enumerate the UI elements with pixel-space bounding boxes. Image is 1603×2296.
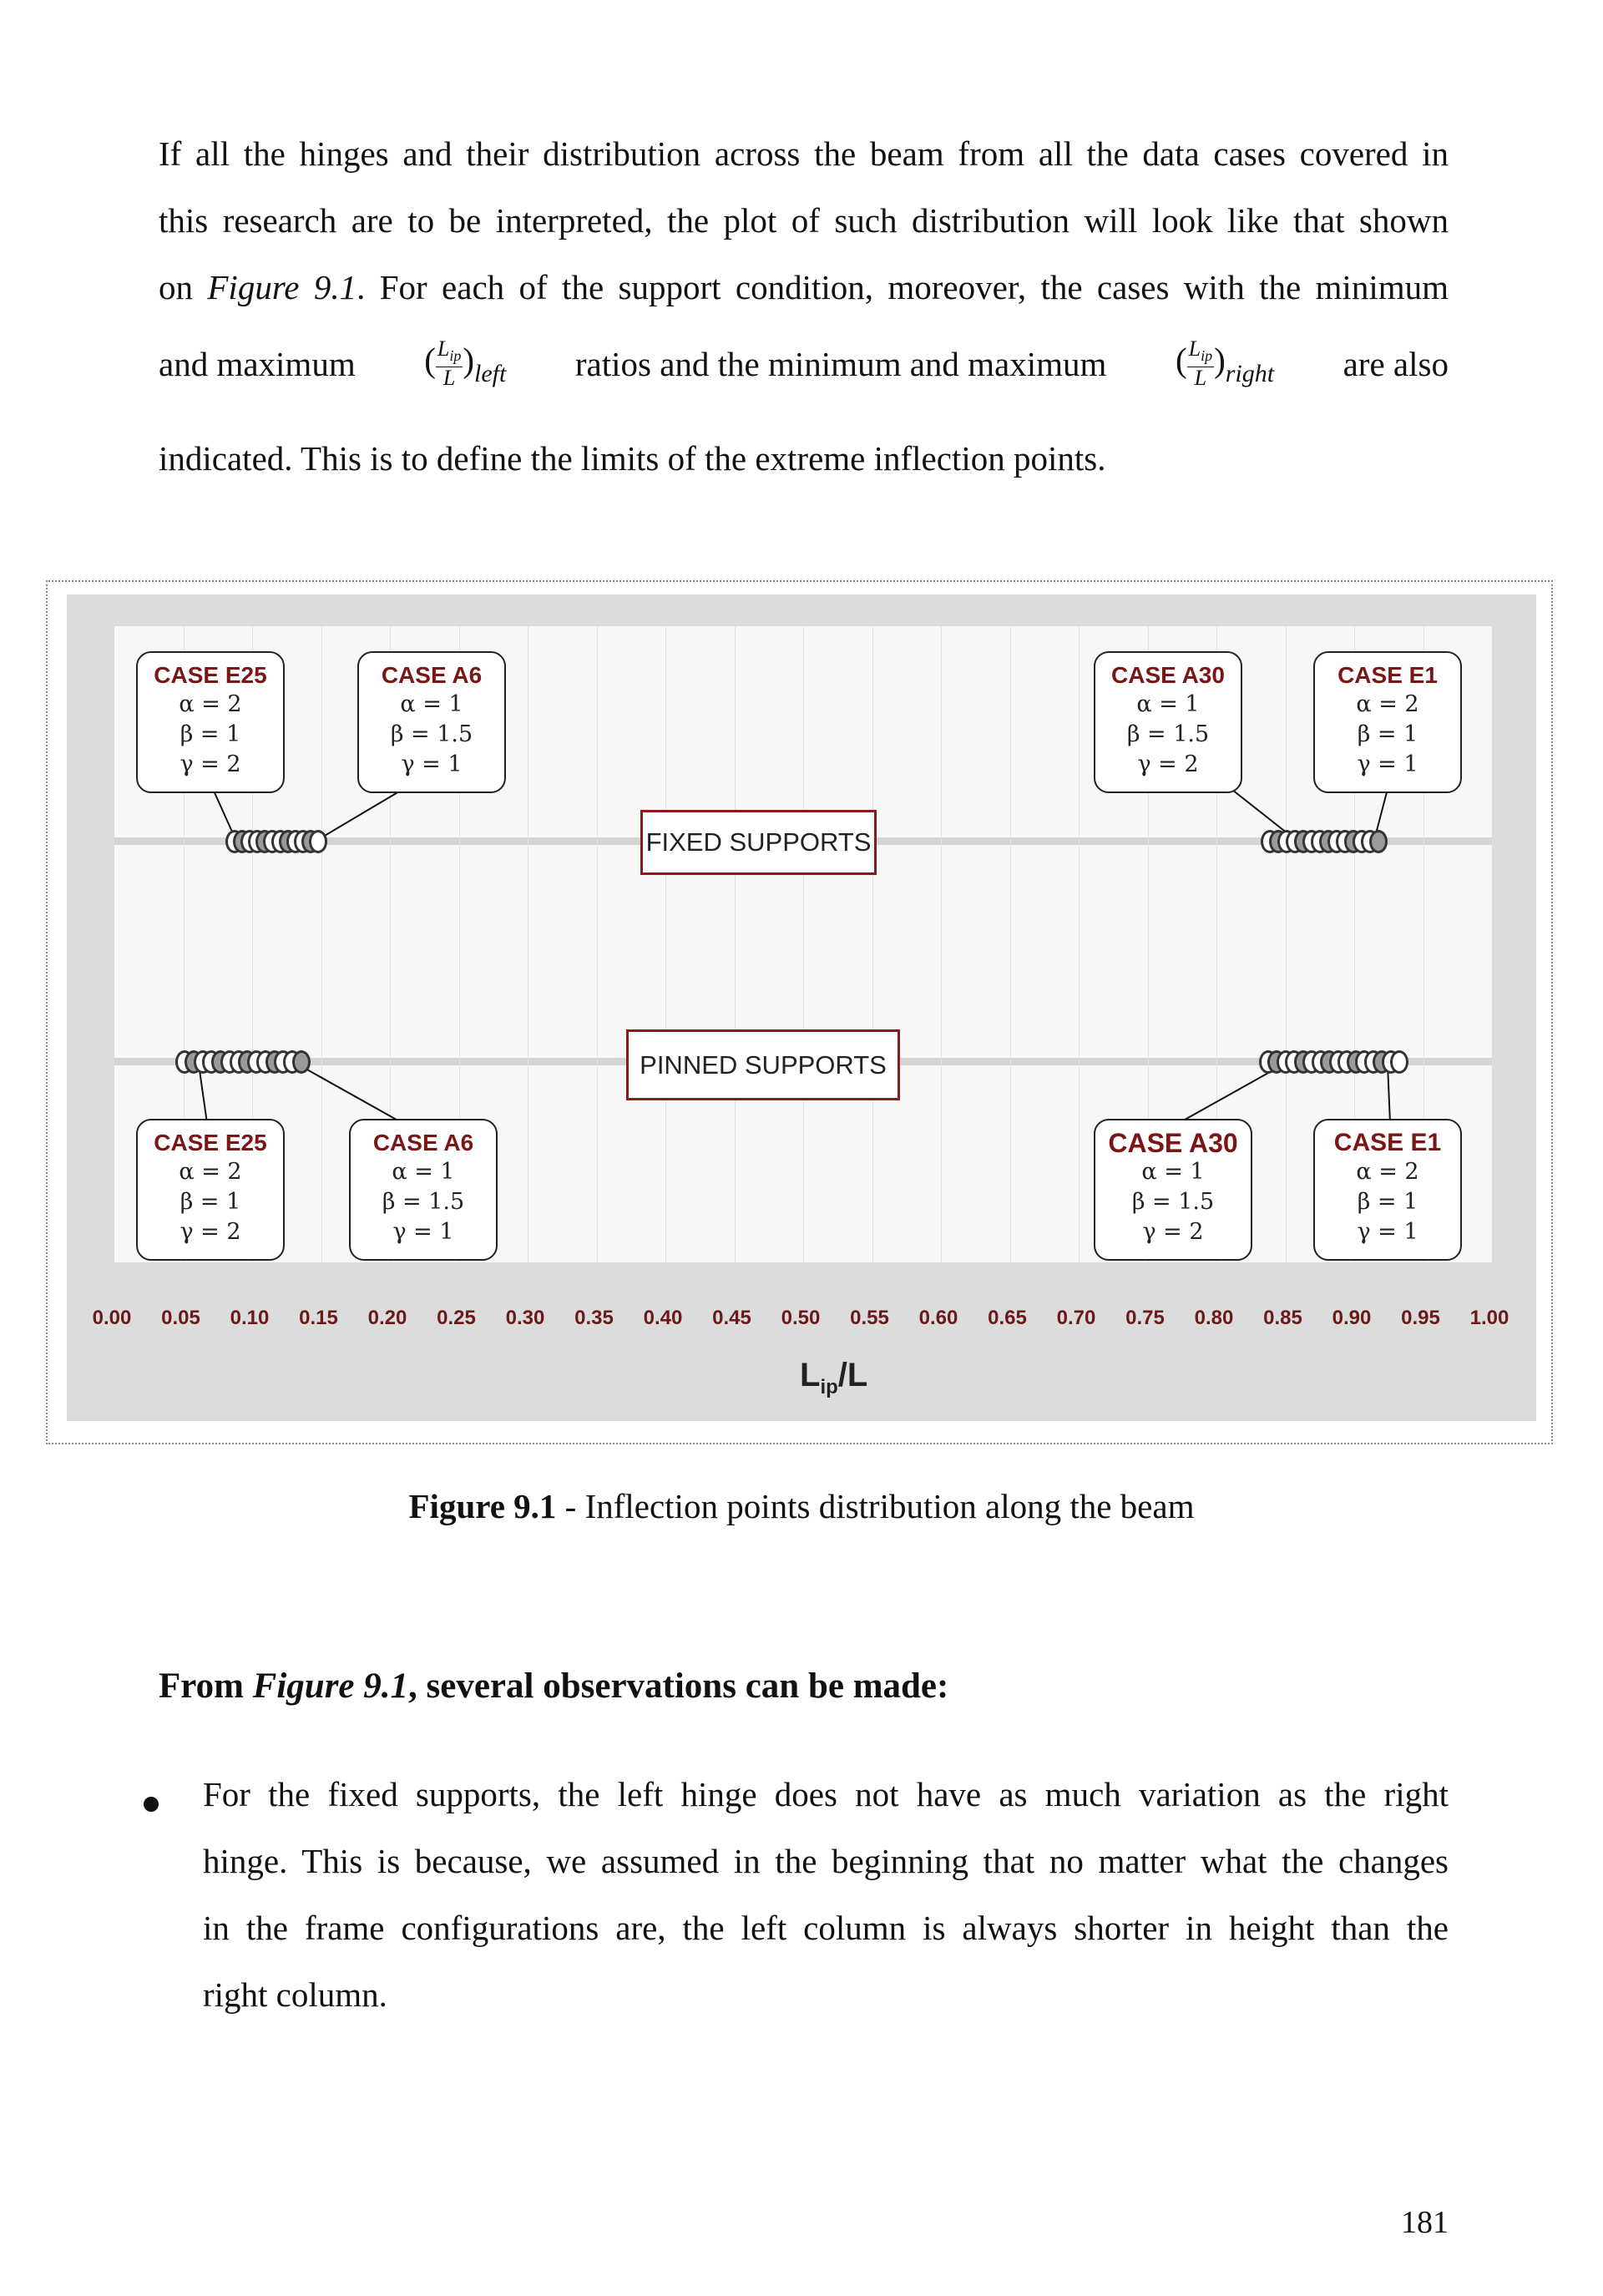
text-span: and maximum [159, 344, 356, 383]
heading-text: , several observations can be made: [408, 1666, 949, 1706]
frac-num-sub: ip [1201, 347, 1213, 365]
frac-num: L [1188, 336, 1201, 361]
bullet-line-2: hinge. This is because, we assumed in the beginning that no matter what the changes [203, 1842, 1449, 1880]
intro-line-1: If all the hinges and their distribution across the beam from all the data cases covered in [159, 134, 1449, 173]
text-span: ratios and the minimum and maximum [574, 344, 1107, 383]
connector-line [298, 1065, 402, 1123]
case-beta: β = 1.5 [390, 721, 473, 747]
ratio-right: ( $\frac{L_{ip}}{L}$ )$_{right}$ [1175, 336, 1275, 391]
case-title: CASE A6 [372, 1130, 474, 1156]
case-gamma: γ = 1 [1357, 751, 1418, 777]
case-alpha: α = 1 [400, 691, 463, 717]
case-beta: β = 1.5 [1131, 1189, 1215, 1215]
case-gamma: γ = 1 [1357, 1219, 1418, 1245]
case-alpha: α = 2 [179, 691, 242, 717]
x-tick-label: 0.65 [988, 1307, 1027, 1329]
pinned-supports-label: PINNED SUPPORTS [626, 1029, 900, 1100]
x-tick-label: 0.95 [1401, 1307, 1440, 1329]
bullet-icon [144, 1797, 159, 1812]
case-alpha: α = 2 [179, 1159, 242, 1185]
fixed-supports-label: FIXED SUPPORTS [640, 810, 877, 875]
case-box-fixed-a6 [357, 651, 506, 793]
case-beta: β = 1 [1357, 721, 1418, 747]
case-alpha: α = 1 [1141, 1159, 1205, 1185]
text-span: are also [1343, 344, 1449, 383]
axis-title-sub: ip [820, 1376, 838, 1398]
caption-label: Figure 9.1 [408, 1487, 557, 1525]
x-tick-label: 0.85 [1263, 1307, 1302, 1329]
case-title: CASE E25 [154, 662, 267, 688]
x-tick-label: 0.30 [505, 1307, 545, 1329]
x-tick-label: 0.70 [1056, 1307, 1096, 1329]
x-tick-label: 0.40 [643, 1307, 683, 1329]
frac-num: L [437, 336, 450, 361]
x-tick-label: 0.45 [712, 1307, 751, 1329]
x-tick-label: 0.20 [367, 1307, 407, 1329]
case-box-pinned-e25 [136, 1119, 285, 1261]
heading-figure-ref: Figure 9.1 [252, 1666, 409, 1706]
x-tick-label: 0.90 [1332, 1307, 1372, 1329]
bullet-line-1: For the fixed supports, the left hinge does not have as much variation as the right [203, 1775, 1449, 1813]
case-title: CASE A30 [1108, 1128, 1238, 1158]
x-tick-label: 0.80 [1194, 1307, 1234, 1329]
figure-ref: Figure 9.1 [207, 268, 357, 306]
bullet-line-4: right column. [203, 1975, 387, 2014]
hinge-marker [309, 830, 327, 853]
case-alpha: α = 2 [1356, 691, 1419, 717]
intro-line-2: this research are to be interpreted, the plot of such distribution will look like that shown [159, 201, 1449, 240]
frac-den: L [1194, 366, 1207, 391]
case-beta: β = 1 [1357, 1189, 1418, 1215]
subscript-left: left [474, 360, 507, 387]
intro-line-5: indicated. This is to define the limits of the extreme inflection points. [159, 439, 1106, 478]
bullet-line-3: in the frame configurations are, the left column is always shorter in height than the [203, 1909, 1449, 1947]
axis-title-tail: /L [837, 1357, 868, 1393]
case-box-fixed-a30 [1094, 651, 1242, 793]
case-box-pinned-a30 [1094, 1119, 1252, 1261]
x-tick-label: 0.60 [918, 1307, 958, 1329]
x-axis-title [800, 1357, 867, 1399]
case-gamma: γ = 2 [180, 1219, 241, 1245]
page-number: 181 [1401, 2205, 1449, 2240]
case-box-pinned-a6 [349, 1119, 498, 1261]
hinge-marker [292, 1050, 311, 1074]
heading-text: From [159, 1666, 253, 1706]
case-gamma: γ = 1 [401, 751, 463, 777]
case-beta: β = 1 [180, 721, 241, 747]
section-heading [159, 1666, 948, 1707]
ratio-left: ( $\frac{L_{ip}}{L}$ )$_{left}$ [424, 336, 507, 391]
case-gamma: γ = 2 [1142, 1219, 1204, 1245]
hinge-marker [1369, 830, 1388, 853]
case-gamma: γ = 1 [392, 1219, 454, 1245]
case-beta: β = 1 [180, 1189, 241, 1215]
x-tick-label: 0.35 [574, 1307, 614, 1329]
case-box-fixed-e25 [136, 651, 285, 793]
hinge-marker [1390, 1050, 1408, 1074]
subscript-right: right [1225, 360, 1275, 387]
caption-text: - Inflection points distribution along the beam [556, 1487, 1195, 1525]
case-gamma: γ = 2 [180, 751, 241, 777]
case-box-pinned-e1 [1313, 1119, 1462, 1261]
x-tick-label: 0.50 [781, 1307, 821, 1329]
case-title: CASE E25 [154, 1130, 267, 1156]
case-title: CASE A6 [381, 662, 483, 688]
case-alpha: α = 1 [392, 1159, 455, 1185]
case-box-fixed-e1 [1313, 651, 1462, 793]
frac-num-sub: ip [449, 347, 462, 365]
case-title: CASE E1 [1333, 1129, 1442, 1156]
x-tick-label: 0.75 [1125, 1307, 1165, 1329]
case-beta: β = 1.5 [1126, 721, 1210, 747]
frac-den: L [442, 366, 456, 391]
text-span: on [159, 268, 193, 306]
case-title: CASE A30 [1111, 662, 1225, 688]
x-tick-label: 0.10 [230, 1307, 270, 1329]
case-beta: β = 1.5 [382, 1189, 465, 1215]
case-title: CASE E1 [1338, 662, 1438, 688]
x-tick-label: 0.55 [850, 1307, 889, 1329]
axis-title-main: L [800, 1357, 821, 1393]
case-alpha: α = 2 [1356, 1159, 1419, 1185]
case-gamma: γ = 2 [1137, 751, 1199, 777]
x-tick-label: 0.15 [299, 1307, 338, 1329]
x-tick-label: 0.00 [92, 1307, 132, 1329]
figure-caption [0, 1486, 1603, 1526]
x-tick-label: 0.25 [437, 1307, 476, 1329]
x-tick-label: 0.05 [161, 1307, 200, 1329]
x-tick-label: 1.00 [1469, 1307, 1509, 1329]
case-alpha: α = 1 [1136, 691, 1200, 717]
text-span: . For each of the support condition, moreover, the cases with the minimum [357, 268, 1449, 306]
